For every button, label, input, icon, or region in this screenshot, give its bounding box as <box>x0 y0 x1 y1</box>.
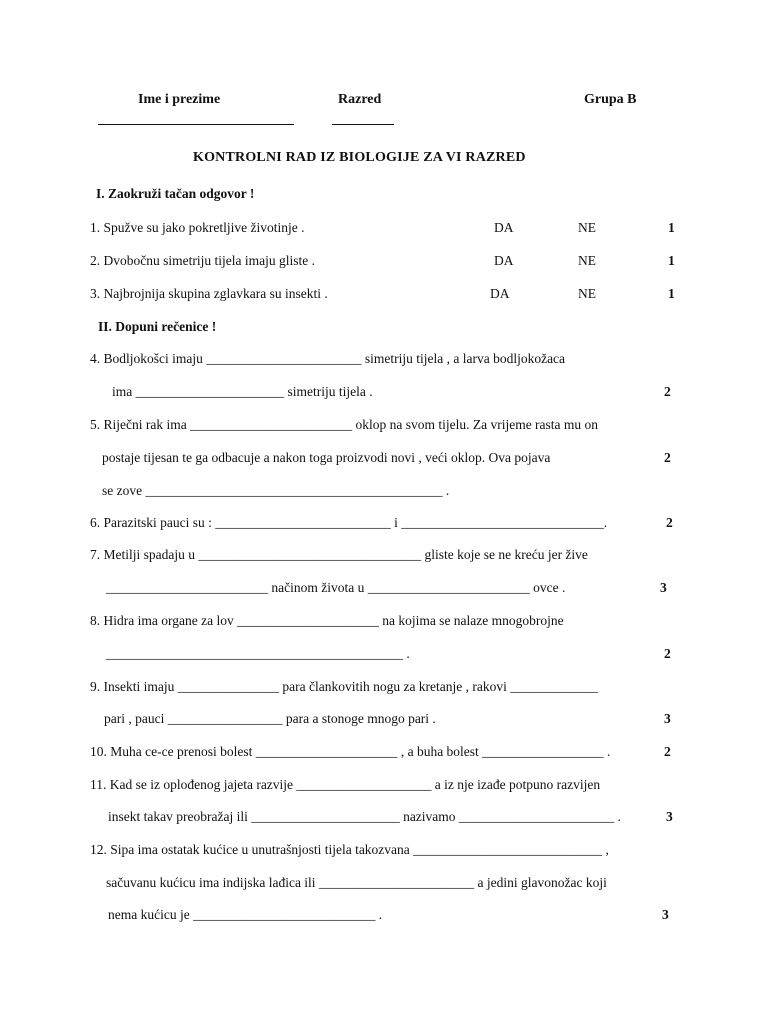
q5-line-3: se zove ____________________________________________ . <box>102 483 450 498</box>
q11-line-1: 11. Kad se iz oplođenog jajeta razvije ____________________ a iz nje izađe potpuno razvijen <box>90 777 601 792</box>
q12-points: 3 <box>662 907 669 922</box>
question-3-yes[interactable]: DA <box>490 286 510 301</box>
q6-line-1: 6. Parazitski pauci su : __________________________ i ______________________________. <box>90 515 608 530</box>
question-2-yes[interactable]: DA <box>494 253 514 268</box>
q10-line-1: 10. Muha ce-ce prenosi bolest _____________________ , a buha bolest __________________ . <box>90 744 611 759</box>
q7-line-2: ________________________ načinom života u ________________________ ovce . <box>106 580 566 595</box>
q5-line-2: postaje tijesan te ga odbacuje a nakon toga proizvodi novi , veći oklop. Ova pojava <box>102 450 551 465</box>
group-label: Grupa B <box>584 92 637 107</box>
section2-heading: II. Dopuni rečenice ! <box>98 319 217 334</box>
class-line <box>332 124 394 125</box>
q9-line-2: pari , pauci _________________ para a stonoge mnogo pari . <box>104 711 436 726</box>
q4-points: 2 <box>664 384 671 399</box>
question-2-points: 1 <box>668 253 675 268</box>
name-label: Ime i prezime <box>138 92 221 107</box>
q8-line-1: 8. Hidra ima organe za lov _____________________ na kojima se nalaze mnogobrojne <box>90 613 564 628</box>
q12-line-1: 12. Sipa ima ostatak kućice u unutrašnjosti tijela takozvana ____________________________ , <box>90 842 609 857</box>
q11-line-2: insekt takav preobražaj ili ______________________ nazivamo _______________________ . <box>108 809 621 824</box>
question-2-text: 2. Dvobočnu simetriju tijela imaju gliste . <box>90 253 315 268</box>
q8-points: 2 <box>664 646 671 661</box>
q11-points: 3 <box>666 809 673 824</box>
name-line <box>98 124 294 125</box>
q5-line-1: 5. Riječni rak ima ________________________ oklop na svom tijelu. Za vrijeme rasta mu on <box>90 417 599 432</box>
q7-points: 3 <box>660 580 667 595</box>
question-3-points: 1 <box>668 286 675 301</box>
q9-points: 3 <box>664 711 671 726</box>
question-2-no[interactable]: NE <box>578 253 596 268</box>
q5-points: 2 <box>664 450 671 465</box>
q8-line-2: ____________________________________________ . <box>106 646 410 661</box>
q10-points: 2 <box>664 744 671 759</box>
q9-line-1: 9. Insekti imaju _______________ para člankovitih nogu za kretanje , rakovi _____________ <box>90 679 599 694</box>
question-3-text: 3. Najbrojnija skupina zglavkara su insekti . <box>90 286 328 301</box>
q12-line-3: nema kućicu je ___________________________ . <box>108 907 383 922</box>
question-1-yes[interactable]: DA <box>494 220 514 235</box>
q12-line-2: sačuvanu kućicu ima indijska lađica ili _______________________ a jedini glavonožac koji <box>106 875 607 890</box>
question-1-points: 1 <box>668 220 675 235</box>
q7-line-1: 7. Metilji spadaju u _________________________________ gliste koje se ne kreću jer žive <box>90 547 588 562</box>
q4-line-1: 4. Bodljokošci imaju _______________________ simetriju tijela , a larva bodljokožaca <box>90 351 566 366</box>
page-title: KONTROLNI RAD IZ BIOLOGIJE ZA VI RAZRED <box>193 150 526 165</box>
class-label: Razred <box>338 92 382 107</box>
question-3-no[interactable]: NE <box>578 286 596 301</box>
q6-points: 2 <box>666 515 673 530</box>
question-1-no[interactable]: NE <box>578 220 596 235</box>
question-1-text: 1. Spužve su jako pokretljive životinje . <box>90 220 305 235</box>
section1-heading: I. Zaokruži tačan odgovor ! <box>96 186 255 201</box>
q4-line-2: ima ______________________ simetriju tijela . <box>112 384 373 399</box>
